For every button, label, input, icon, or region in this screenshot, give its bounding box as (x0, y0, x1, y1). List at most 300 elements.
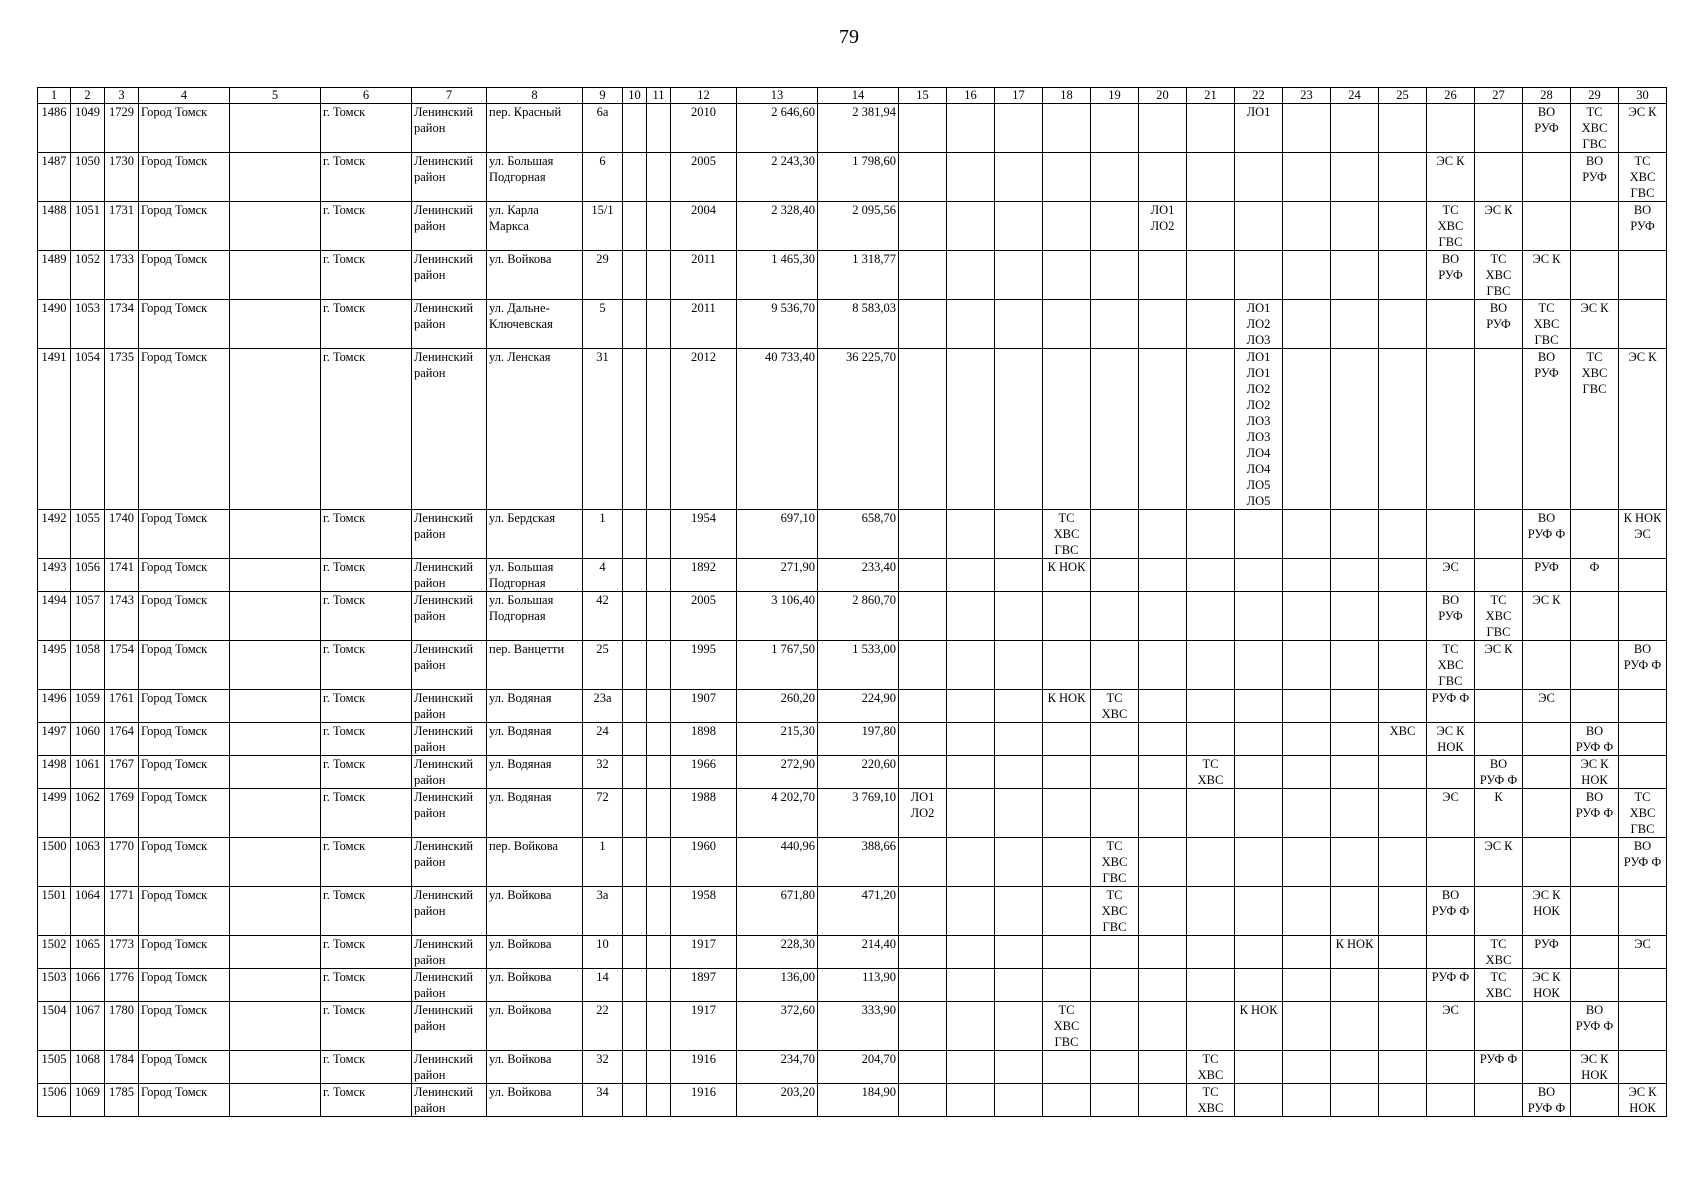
cell-col-28: РУФ (1523, 936, 1571, 969)
cell-col-23 (1283, 300, 1331, 349)
cell-col-12: 1958 (671, 887, 737, 936)
cell-col-8: ул. Ленская (487, 349, 583, 510)
cell-col-5 (230, 887, 321, 936)
cell-col-2: 1055 (71, 510, 105, 559)
cell-col-30: ЭС К НОК (1619, 1084, 1667, 1117)
cell-col-18 (1043, 1084, 1091, 1117)
cell-col-1: 1502 (38, 936, 71, 969)
cell-col-15 (899, 838, 947, 887)
cell-col-11 (647, 300, 671, 349)
cell-col-2: 1054 (71, 349, 105, 510)
cell-col-23 (1283, 1002, 1331, 1051)
cell-col-20 (1139, 838, 1187, 887)
cell-col-13: 136,00 (737, 969, 818, 1002)
cell-col-14: 471,20 (818, 887, 899, 936)
cell-col-13: 271,90 (737, 559, 818, 592)
cell-col-29 (1571, 969, 1619, 1002)
cell-col-3: 1733 (105, 251, 139, 300)
cell-col-7: Ленинский район (412, 202, 487, 251)
cell-col-6: г. Томск (321, 510, 412, 559)
cell-col-5 (230, 969, 321, 1002)
cell-col-20 (1139, 690, 1187, 723)
cell-col-16 (947, 1051, 995, 1084)
cell-col-22 (1235, 838, 1283, 887)
cell-col-1: 1503 (38, 969, 71, 1002)
cell-col-12: 1995 (671, 641, 737, 690)
cell-col-7: Ленинский район (412, 838, 487, 887)
cell-col-28: ЭС К (1523, 251, 1571, 300)
cell-col-24 (1331, 559, 1379, 592)
cell-col-16 (947, 641, 995, 690)
cell-col-2: 1050 (71, 153, 105, 202)
cell-col-18 (1043, 592, 1091, 641)
cell-col-11 (647, 153, 671, 202)
cell-col-4: Город Томск (139, 641, 230, 690)
cell-col-3: 1743 (105, 592, 139, 641)
cell-col-16 (947, 510, 995, 559)
cell-col-23 (1283, 887, 1331, 936)
cell-col-30 (1619, 969, 1667, 1002)
cell-col-12: 1892 (671, 559, 737, 592)
column-header-11: 11 (647, 88, 671, 104)
cell-col-9: 72 (583, 789, 623, 838)
cell-col-15: ЛО1 ЛО2 (899, 789, 947, 838)
cell-col-8: ул. Водяная (487, 789, 583, 838)
cell-col-2: 1065 (71, 936, 105, 969)
cell-col-25 (1379, 510, 1427, 559)
cell-col-19 (1091, 300, 1139, 349)
column-header-6: 6 (321, 88, 412, 104)
cell-col-10 (623, 202, 647, 251)
cell-col-8: ул. Большая Подгорная (487, 592, 583, 641)
cell-col-8: ул. Войкова (487, 969, 583, 1002)
cell-col-30: ВО РУФ Ф (1619, 838, 1667, 887)
cell-col-19: ТС ХВС ГВС (1091, 838, 1139, 887)
cell-col-15 (899, 723, 947, 756)
cell-col-25: ХВС (1379, 723, 1427, 756)
cell-col-21 (1187, 723, 1235, 756)
cell-col-17 (995, 202, 1043, 251)
cell-col-26 (1427, 1084, 1475, 1117)
cell-col-25 (1379, 559, 1427, 592)
cell-col-27: ЭС К (1475, 641, 1523, 690)
cell-col-19 (1091, 592, 1139, 641)
cell-col-10 (623, 251, 647, 300)
cell-col-16 (947, 690, 995, 723)
cell-col-4: Город Томск (139, 349, 230, 510)
cell-col-30 (1619, 690, 1667, 723)
cell-col-15 (899, 300, 947, 349)
cell-col-12: 1897 (671, 969, 737, 1002)
cell-col-14: 204,70 (818, 1051, 899, 1084)
cell-col-6: г. Томск (321, 756, 412, 789)
cell-col-17 (995, 969, 1043, 1002)
cell-col-3: 1773 (105, 936, 139, 969)
cell-col-3: 1785 (105, 1084, 139, 1117)
cell-col-14: 2 381,94 (818, 104, 899, 153)
cell-col-7: Ленинский район (412, 559, 487, 592)
cell-col-30 (1619, 1051, 1667, 1084)
cell-col-1: 1486 (38, 104, 71, 153)
cell-col-24 (1331, 592, 1379, 641)
cell-col-7: Ленинский район (412, 641, 487, 690)
cell-col-22 (1235, 887, 1283, 936)
cell-col-2: 1049 (71, 104, 105, 153)
cell-col-29: ЭС К (1571, 300, 1619, 349)
cell-col-13: 2 646,60 (737, 104, 818, 153)
cell-col-6: г. Томск (321, 641, 412, 690)
cell-col-22 (1235, 690, 1283, 723)
column-header-21: 21 (1187, 88, 1235, 104)
cell-col-22 (1235, 251, 1283, 300)
table-row (38, 756, 1667, 789)
cell-col-25 (1379, 936, 1427, 969)
cell-col-13: 234,70 (737, 1051, 818, 1084)
cell-col-9: 1 (583, 838, 623, 887)
cell-col-28: ЭС К (1523, 592, 1571, 641)
cell-col-24 (1331, 202, 1379, 251)
cell-col-4: Город Томск (139, 838, 230, 887)
cell-col-16 (947, 838, 995, 887)
cell-col-23 (1283, 1084, 1331, 1117)
cell-col-9: 25 (583, 641, 623, 690)
cell-col-6: г. Томск (321, 936, 412, 969)
cell-col-28: РУФ (1523, 559, 1571, 592)
cell-col-6: г. Томск (321, 202, 412, 251)
cell-col-6: г. Томск (321, 887, 412, 936)
cell-col-23 (1283, 202, 1331, 251)
cell-col-18 (1043, 251, 1091, 300)
cell-col-25 (1379, 349, 1427, 510)
cell-col-15 (899, 510, 947, 559)
cell-col-25 (1379, 1084, 1427, 1117)
cell-col-26: ТС ХВС ГВС (1427, 641, 1475, 690)
cell-col-23 (1283, 936, 1331, 969)
cell-col-24 (1331, 690, 1379, 723)
cell-col-14: 3 769,10 (818, 789, 899, 838)
cell-col-17 (995, 559, 1043, 592)
cell-col-27: ТС ХВС ГВС (1475, 592, 1523, 641)
registry-table (37, 87, 1667, 1117)
column-header-18: 18 (1043, 88, 1091, 104)
cell-col-11 (647, 251, 671, 300)
cell-col-22 (1235, 153, 1283, 202)
cell-col-30: ВО РУФ Ф (1619, 641, 1667, 690)
cell-col-18: ТС ХВС ГВС (1043, 1002, 1091, 1051)
cell-col-30 (1619, 723, 1667, 756)
cell-col-30 (1619, 887, 1667, 936)
cell-col-16 (947, 756, 995, 789)
cell-col-30: ТС ХВС ГВС (1619, 153, 1667, 202)
cell-col-21 (1187, 202, 1235, 251)
cell-col-20 (1139, 300, 1187, 349)
cell-col-28 (1523, 641, 1571, 690)
cell-col-8: пер. Красный (487, 104, 583, 153)
cell-col-11 (647, 641, 671, 690)
column-header-3: 3 (105, 88, 139, 104)
cell-col-14: 1 318,77 (818, 251, 899, 300)
cell-col-17 (995, 690, 1043, 723)
cell-col-12: 1966 (671, 756, 737, 789)
table-row (38, 641, 1667, 690)
column-header-28: 28 (1523, 88, 1571, 104)
cell-col-4: Город Томск (139, 104, 230, 153)
cell-col-26: ВО РУФ (1427, 592, 1475, 641)
cell-col-5 (230, 251, 321, 300)
cell-col-26 (1427, 349, 1475, 510)
cell-col-12: 2011 (671, 300, 737, 349)
cell-col-30: ВО РУФ (1619, 202, 1667, 251)
cell-col-15 (899, 1084, 947, 1117)
cell-col-1: 1506 (38, 1084, 71, 1117)
cell-col-1: 1489 (38, 251, 71, 300)
cell-col-8: ул. Карла Маркса (487, 202, 583, 251)
cell-col-20 (1139, 887, 1187, 936)
cell-col-27 (1475, 559, 1523, 592)
cell-col-12: 1917 (671, 1002, 737, 1051)
cell-col-4: Город Томск (139, 1084, 230, 1117)
cell-col-16 (947, 559, 995, 592)
cell-col-8: ул. Водяная (487, 723, 583, 756)
cell-col-18 (1043, 153, 1091, 202)
cell-col-26: ЭС К (1427, 153, 1475, 202)
cell-col-19 (1091, 789, 1139, 838)
cell-col-2: 1064 (71, 887, 105, 936)
cell-col-14: 224,90 (818, 690, 899, 723)
cell-col-9: 3а (583, 887, 623, 936)
cell-col-7: Ленинский район (412, 1084, 487, 1117)
cell-col-21 (1187, 349, 1235, 510)
cell-col-12: 1898 (671, 723, 737, 756)
cell-col-24 (1331, 1051, 1379, 1084)
column-header-22: 22 (1235, 88, 1283, 104)
cell-col-18 (1043, 969, 1091, 1002)
cell-col-25 (1379, 838, 1427, 887)
cell-col-15 (899, 936, 947, 969)
cell-col-20 (1139, 1002, 1187, 1051)
cell-col-12: 1907 (671, 690, 737, 723)
column-header-13: 13 (737, 88, 818, 104)
cell-col-25 (1379, 592, 1427, 641)
table-row (38, 1051, 1667, 1084)
cell-col-16 (947, 1002, 995, 1051)
cell-col-29 (1571, 838, 1619, 887)
cell-col-6: г. Томск (321, 838, 412, 887)
cell-col-8: пер. Ванцетти (487, 641, 583, 690)
cell-col-14: 36 225,70 (818, 349, 899, 510)
cell-col-9: 10 (583, 936, 623, 969)
cell-col-1: 1504 (38, 1002, 71, 1051)
column-header-24: 24 (1331, 88, 1379, 104)
cell-col-1: 1497 (38, 723, 71, 756)
cell-col-4: Город Томск (139, 202, 230, 251)
cell-col-14: 1 798,60 (818, 153, 899, 202)
cell-col-27 (1475, 690, 1523, 723)
cell-col-12: 2005 (671, 153, 737, 202)
table-header (38, 88, 1667, 104)
cell-col-26 (1427, 756, 1475, 789)
column-header-16: 16 (947, 88, 995, 104)
cell-col-10 (623, 349, 647, 510)
cell-col-17 (995, 300, 1043, 349)
cell-col-21 (1187, 300, 1235, 349)
cell-col-22 (1235, 756, 1283, 789)
table-row (38, 349, 1667, 510)
cell-col-29: ЭС К НОК (1571, 756, 1619, 789)
cell-col-27: ТС ХВС (1475, 969, 1523, 1002)
cell-col-20 (1139, 153, 1187, 202)
cell-col-20 (1139, 251, 1187, 300)
cell-col-28: ВО РУФ Ф (1523, 1084, 1571, 1117)
cell-col-22 (1235, 969, 1283, 1002)
cell-col-3: 1734 (105, 300, 139, 349)
cell-col-19 (1091, 723, 1139, 756)
cell-col-19 (1091, 510, 1139, 559)
cell-col-27: РУФ Ф (1475, 1051, 1523, 1084)
cell-col-16 (947, 723, 995, 756)
cell-col-4: Город Томск (139, 936, 230, 969)
cell-col-11 (647, 690, 671, 723)
cell-col-9: 4 (583, 559, 623, 592)
table-row (38, 510, 1667, 559)
cell-col-28 (1523, 1051, 1571, 1084)
cell-col-27: ВО РУФ (1475, 300, 1523, 349)
table-row (38, 251, 1667, 300)
cell-col-30 (1619, 300, 1667, 349)
cell-col-19: ТС ХВС (1091, 690, 1139, 723)
cell-col-3: 1776 (105, 969, 139, 1002)
cell-col-17 (995, 1051, 1043, 1084)
cell-col-14: 113,90 (818, 969, 899, 1002)
cell-col-1: 1493 (38, 559, 71, 592)
table-row (38, 1002, 1667, 1051)
cell-col-26 (1427, 936, 1475, 969)
cell-col-21 (1187, 936, 1235, 969)
table-row (38, 1084, 1667, 1117)
cell-col-2: 1059 (71, 690, 105, 723)
cell-col-1: 1499 (38, 789, 71, 838)
cell-col-20 (1139, 1051, 1187, 1084)
cell-col-12: 2011 (671, 251, 737, 300)
cell-col-30 (1619, 1002, 1667, 1051)
cell-col-22 (1235, 1084, 1283, 1117)
cell-col-10 (623, 592, 647, 641)
cell-col-11 (647, 202, 671, 251)
cell-col-21 (1187, 510, 1235, 559)
cell-col-28 (1523, 153, 1571, 202)
cell-col-1: 1494 (38, 592, 71, 641)
cell-col-4: Город Томск (139, 723, 230, 756)
cell-col-10 (623, 723, 647, 756)
cell-col-12: 2012 (671, 349, 737, 510)
cell-col-10 (623, 510, 647, 559)
column-header-12: 12 (671, 88, 737, 104)
cell-col-23 (1283, 789, 1331, 838)
cell-col-19 (1091, 756, 1139, 789)
cell-col-30: ЭС К (1619, 104, 1667, 153)
cell-col-26 (1427, 510, 1475, 559)
cell-col-16 (947, 349, 995, 510)
cell-col-20 (1139, 723, 1187, 756)
cell-col-24 (1331, 349, 1379, 510)
cell-col-18 (1043, 104, 1091, 153)
cell-col-1: 1496 (38, 690, 71, 723)
cell-col-19 (1091, 559, 1139, 592)
cell-col-24 (1331, 838, 1379, 887)
cell-col-9: 24 (583, 723, 623, 756)
cell-col-30 (1619, 559, 1667, 592)
cell-col-26 (1427, 838, 1475, 887)
cell-col-3: 1767 (105, 756, 139, 789)
cell-col-21 (1187, 251, 1235, 300)
cell-col-2: 1060 (71, 723, 105, 756)
cell-col-29: ВО РУФ (1571, 153, 1619, 202)
cell-col-11 (647, 104, 671, 153)
cell-col-18 (1043, 756, 1091, 789)
column-header-27: 27 (1475, 88, 1523, 104)
cell-col-6: г. Томск (321, 969, 412, 1002)
cell-col-16 (947, 300, 995, 349)
cell-col-19 (1091, 104, 1139, 153)
cell-col-18 (1043, 641, 1091, 690)
cell-col-16 (947, 887, 995, 936)
cell-col-21 (1187, 559, 1235, 592)
cell-col-21 (1187, 789, 1235, 838)
cell-col-15 (899, 641, 947, 690)
cell-col-16 (947, 153, 995, 202)
cell-col-19 (1091, 1051, 1139, 1084)
cell-col-6: г. Томск (321, 1002, 412, 1051)
cell-col-5 (230, 349, 321, 510)
cell-col-23 (1283, 690, 1331, 723)
cell-col-5 (230, 559, 321, 592)
cell-col-12: 1916 (671, 1051, 737, 1084)
cell-col-16 (947, 789, 995, 838)
cell-col-26: ЭС (1427, 789, 1475, 838)
cell-col-18: К НОК (1043, 690, 1091, 723)
cell-col-2: 1058 (71, 641, 105, 690)
cell-col-30: ЭС (1619, 936, 1667, 969)
cell-col-3: 1784 (105, 1051, 139, 1084)
cell-col-11 (647, 723, 671, 756)
cell-col-13: 9 536,70 (737, 300, 818, 349)
cell-col-13: 1 465,30 (737, 251, 818, 300)
cell-col-29: ТС ХВС ГВС (1571, 104, 1619, 153)
cell-col-17 (995, 838, 1043, 887)
cell-col-25 (1379, 104, 1427, 153)
cell-col-11 (647, 1051, 671, 1084)
cell-col-23 (1283, 510, 1331, 559)
cell-col-2: 1057 (71, 592, 105, 641)
cell-col-4: Город Томск (139, 300, 230, 349)
cell-col-8: ул. Войкова (487, 1084, 583, 1117)
cell-col-9: 31 (583, 349, 623, 510)
cell-col-5 (230, 756, 321, 789)
cell-col-6: г. Томск (321, 1084, 412, 1117)
cell-col-25 (1379, 300, 1427, 349)
cell-col-17 (995, 756, 1043, 789)
cell-col-12: 2005 (671, 592, 737, 641)
cell-col-13: 440,96 (737, 838, 818, 887)
cell-col-11 (647, 789, 671, 838)
cell-col-24 (1331, 510, 1379, 559)
table-row (38, 559, 1667, 592)
cell-col-8: ул. Войкова (487, 1051, 583, 1084)
cell-col-30 (1619, 251, 1667, 300)
table-row (38, 838, 1667, 887)
cell-col-23 (1283, 838, 1331, 887)
cell-col-18 (1043, 300, 1091, 349)
